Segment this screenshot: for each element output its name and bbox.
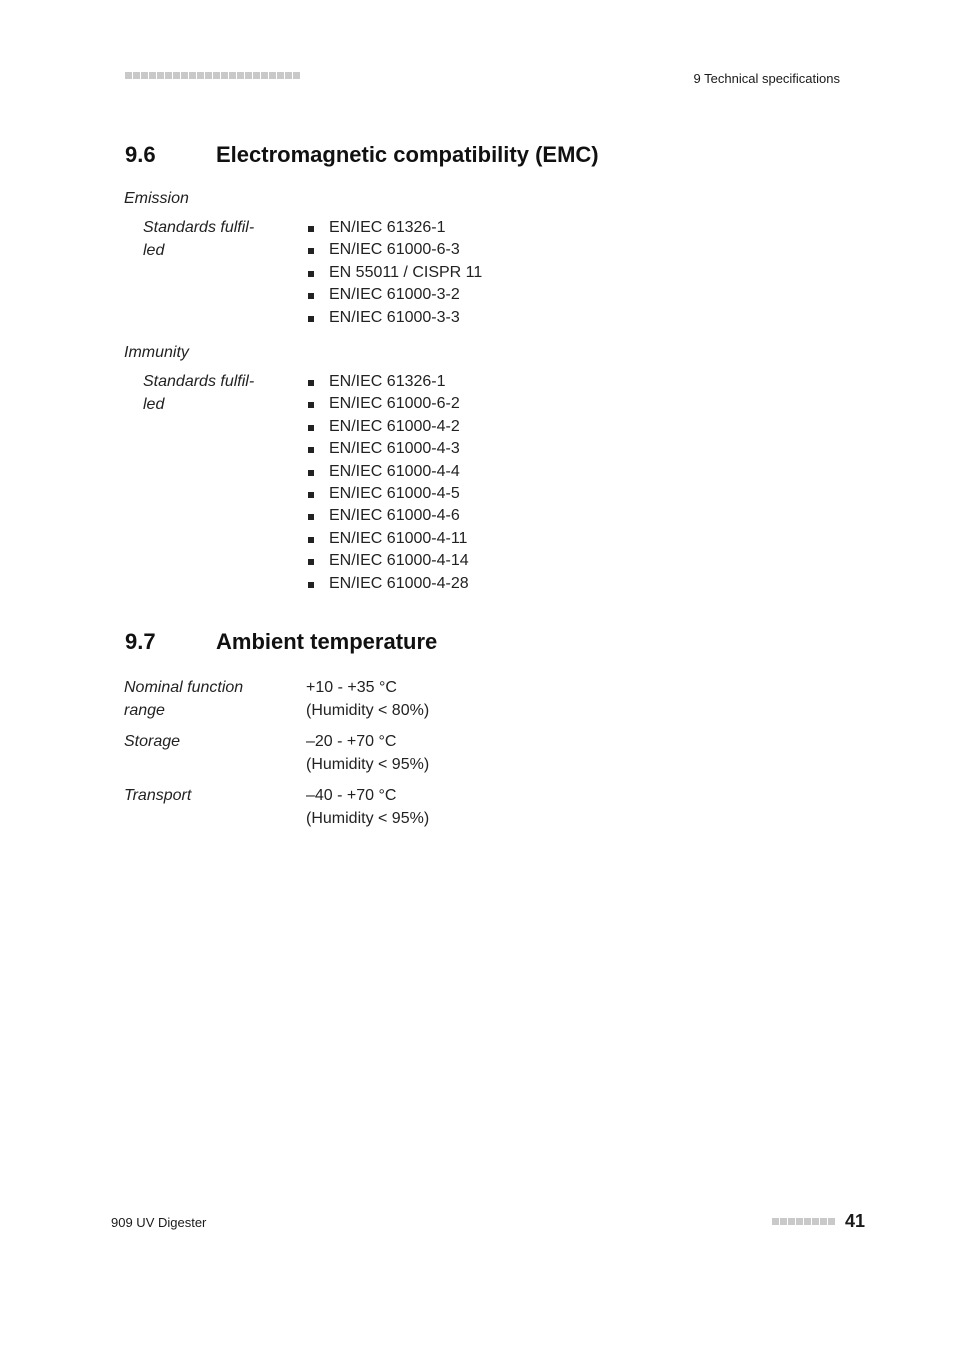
list-item: EN/IEC 61326-1 — [306, 371, 469, 393]
list-item: EN 55011 / CISPR 11 — [306, 262, 482, 284]
immunity-label: Immunity — [124, 344, 189, 361]
immunity-field-label: Standards fulfil- led — [143, 373, 255, 413]
list-item: EN/IEC 61000-3-2 — [306, 284, 482, 306]
list-item: EN/IEC 61326-1 — [306, 217, 482, 239]
list-item: EN/IEC 61000-6-2 — [306, 393, 469, 415]
storage-value: –20 - +70 °C (Humidity < 95%) — [306, 733, 430, 773]
section-number: 9.7 — [125, 629, 156, 654]
footer-decoration — [772, 1218, 835, 1225]
section-number: 9.6 — [125, 142, 156, 167]
emission-standards-list — [306, 217, 482, 329]
storage-label: Storage — [124, 733, 181, 750]
transport-label: Transport — [124, 787, 192, 804]
nominal-range-label: Nominal function range — [124, 679, 244, 719]
list-item: EN/IEC 61000-4-2 — [306, 416, 469, 438]
list-item: EN/IEC 61000-4-14 — [306, 550, 469, 572]
emission-field-label: Standards fulfil- led — [143, 219, 255, 259]
page-number: 41 — [845, 1211, 866, 1231]
list-item: EN/IEC 61000-4-6 — [306, 505, 469, 527]
list-item: EN/IEC 61000-4-3 — [306, 438, 469, 460]
list-item: EN/IEC 61000-6-3 — [306, 239, 482, 261]
immunity-standards-list — [306, 371, 469, 595]
list-item: EN/IEC 61000-3-3 — [306, 307, 482, 329]
list-item: EN/IEC 61000-4-5 — [306, 483, 469, 505]
list-item: EN/IEC 61000-4-28 — [306, 573, 469, 595]
list-item: EN/IEC 61000-4-11 — [306, 528, 469, 550]
emission-label: Emission — [124, 190, 189, 207]
nominal-range-value: +10 - +35 °C (Humidity < 80%) — [306, 679, 430, 719]
section-title: Ambient temperature — [216, 629, 438, 654]
header-decoration — [125, 72, 300, 79]
header-section: 9 Technical specifications — [693, 71, 840, 86]
section-heading-ambient — [125, 629, 825, 659]
section-title: Electromagnetic compatibility (EMC) — [216, 142, 599, 167]
list-item: EN/IEC 61000-4-4 — [306, 461, 469, 483]
footer-product: 909 UV Digester — [111, 1215, 207, 1230]
section-heading-emc — [125, 142, 825, 172]
transport-value: –40 - +70 °C (Humidity < 95%) — [306, 787, 430, 827]
